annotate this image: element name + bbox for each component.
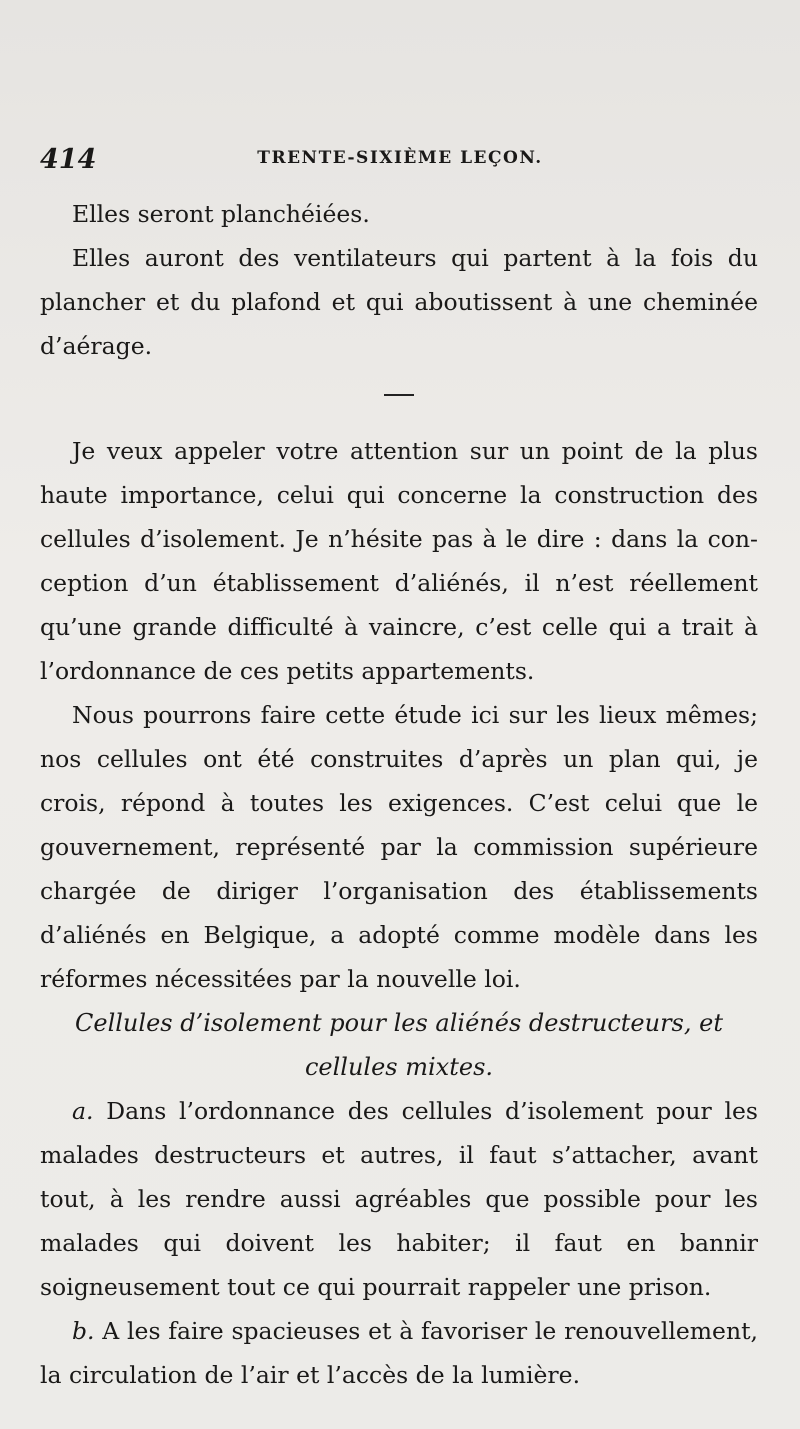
paragraph-2: Elles auront des ventilateurs qui partent à la fois du plancher et du plafond et qui aboutissent à une cheminée d’aérage. [40, 244, 758, 360]
section-heading: Cellules d’isolement pour les aliénés destructeurs, et cellules mixtes. [75, 1009, 723, 1081]
page-header [40, 144, 760, 178]
item-text: A les faire spacieuses et à favoriser le renouvellement, la circulation de l’air et l’accès de la lumière. [40, 1317, 758, 1389]
page-number: 414 [40, 144, 97, 175]
list-item-b [40, 1309, 758, 1397]
page-body [40, 192, 758, 1397]
item-letter: b. [72, 1317, 95, 1345]
paragraph-3: Je veux appeler votre attention sur un point de la plus haute importance, celui qui concerne la construction des cellules d’isolement. Je n’hésite pas à le dire : dans la conception d’un établissement d’aliénés, il n’est réellement qu’une grande difficulté à vaincre, c’est celle qui a trait à l’ordonnance de ces petits appartements. [40, 437, 758, 685]
item-text: Dans l’ordonnance des cellules d’isolement pour les malades destructeurs et autres, il faut s’attacher, avant tout, à les rendre aussi agréables que possible pour les malades qui doivent les habiter; il faut en bannir soigneusement tout ce qui pourrait rappeler une prison. [40, 1097, 758, 1301]
paragraph-4: Nous pourrons faire cette étude ici sur les lieux mêmes; nos cellules ont été construites d’après un plan qui, je crois, répond à toutes les exigences. C’est celui que le gouvernement, représenté par la commission supérieure chargée de diriger l’organisation des établissements d’aliénés en Belgique, a adopté comme modèle dans les réformes nécessitées par la nouvelle loi. [40, 701, 758, 993]
running-head: TRENTE-SIXIÈME LEÇON. [257, 148, 543, 168]
section-separator [384, 394, 414, 396]
list-item-a [40, 1089, 758, 1309]
item-letter: a. [72, 1097, 94, 1125]
paragraph-1: Elles seront planchéiées. [72, 200, 370, 228]
